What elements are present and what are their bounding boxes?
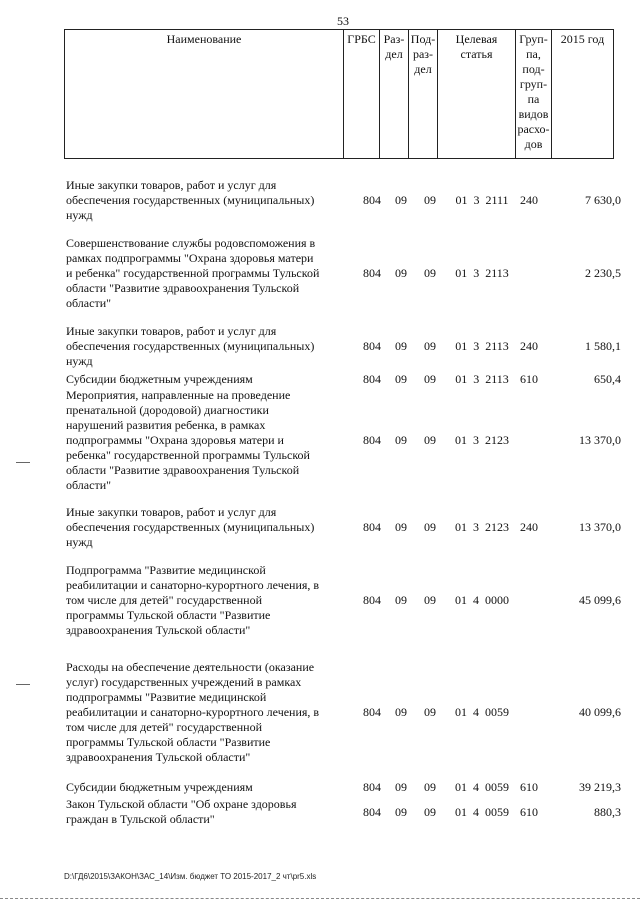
cell-name: Расходы на обеспечение деятельности (оказание услуг) государственных учреждений в рамках подпрограммы "Развитие медицинской реабилитации и санаторно-курортного лечения, в том числе для детей" государственной программы Тульской области "Развитие здравоохранения Тульской области" (66, 660, 320, 764)
cell-grbs: 804 (363, 780, 381, 794)
cell-podrazdel: 09 (424, 520, 436, 534)
cell-group: 610 (520, 780, 538, 794)
cell-name: Иные закупки товаров, работ и услуг для обеспечения государственных (муниципальных) нужд (66, 324, 315, 368)
cell-name: Иные закупки товаров, работ и услуг для обеспечения государственных (муниципальных) нужд (66, 505, 315, 549)
cell-podrazdel: 09 (424, 372, 436, 386)
cell-amount: 40 099,6 (579, 705, 621, 719)
cell-razdel: 09 (395, 339, 407, 353)
cell-grbs: 804 (363, 805, 381, 819)
file-path-footer: D:\ГД6\2015\ЗАКОН\ЗАС_14\Изм. бюджет ТО 2015-2017_2 чт\pr5.xls (64, 872, 317, 881)
cell-podrazdel: 09 (424, 193, 436, 207)
cell-grbs: 804 (363, 339, 381, 353)
cell-target: 01 3 2113 (455, 266, 509, 280)
cell-grbs: 804 (363, 705, 381, 719)
cell-name: Мероприятия, направленные на проведение пренатальной (дородовой) диагностики нарушений развития ребенка, в рамках подпрограммы "Охрана здоровья матери и ребенка" государственной программы Тульской области "Развитие здравоохранения Тульской области" (66, 388, 310, 492)
cell-group: 240 (520, 193, 538, 207)
cell-group: 240 (520, 520, 538, 534)
cell-amount: 2 230,5 (585, 266, 621, 280)
cell-grbs: 804 (363, 266, 381, 280)
cell-target: 01 4 0000 (455, 593, 509, 607)
cell-razdel: 09 (395, 266, 407, 280)
cell-podrazdel: 09 (424, 593, 436, 607)
cell-podrazdel: 09 (424, 805, 436, 819)
cell-target: 01 4 0059 (455, 705, 509, 719)
cell-amount: 13 370,0 (579, 520, 621, 534)
cell-amount: 45 099,6 (579, 593, 621, 607)
cell-group: 240 (520, 339, 538, 353)
header-grbs: ГРБС (344, 30, 380, 158)
cell-amount: 13 370,0 (579, 433, 621, 447)
cell-grbs: 804 (363, 372, 381, 386)
cell-target: 01 3 2123 (455, 433, 509, 447)
cell-group: 610 (520, 372, 538, 386)
header-podrazdel: Под- раз- дел (409, 30, 438, 158)
header-year: 2015 год (560, 32, 605, 46)
cell-group: 610 (520, 805, 538, 819)
bottom-dashed-line (0, 898, 640, 899)
header-target: Целевая статья (438, 30, 516, 158)
cell-amount: 1 580,1 (585, 339, 621, 353)
cell-razdel: 09 (395, 705, 407, 719)
cell-target: 01 3 2113 (455, 372, 509, 386)
cell-grbs: 804 (363, 593, 381, 607)
cell-amount: 39 219,3 (579, 780, 621, 794)
margin-mark (16, 684, 30, 685)
header-razdel: Раз- дел (380, 30, 409, 158)
cell-podrazdel: 09 (424, 266, 436, 280)
cell-podrazdel: 09 (424, 339, 436, 353)
header-group: Груп- па, под- груп- па видов расхо- дов (516, 30, 552, 158)
cell-amount: 7 630,0 (585, 193, 621, 207)
cell-grbs: 804 (363, 520, 381, 534)
cell-grbs: 804 (363, 433, 381, 447)
cell-razdel: 09 (395, 593, 407, 607)
cell-target: 01 4 0059 (455, 805, 509, 819)
cell-target: 01 4 0059 (455, 780, 509, 794)
cell-razdel: 09 (395, 520, 407, 534)
cell-razdel: 09 (395, 372, 407, 386)
cell-razdel: 09 (395, 193, 407, 207)
cell-razdel: 09 (395, 805, 407, 819)
cell-name: Субсидии бюджетным учреждениям (66, 780, 253, 794)
cell-target: 01 3 2111 (455, 193, 509, 207)
cell-name: Закон Тульской области "Об охране здоровья граждан в Тульской области" (66, 797, 297, 826)
cell-target: 01 3 2123 (455, 520, 509, 534)
cell-amount: 650,4 (594, 372, 621, 386)
page-number: 53 (337, 14, 349, 28)
cell-podrazdel: 09 (424, 780, 436, 794)
header-name: Наименование (65, 30, 344, 158)
cell-razdel: 09 (395, 780, 407, 794)
cell-podrazdel: 09 (424, 705, 436, 719)
cell-name: Иные закупки товаров, работ и услуг для обеспечения государственных (муниципальных) нужд (66, 178, 315, 222)
cell-podrazdel: 09 (424, 433, 436, 447)
cell-name: Совершенствование службы родовспоможения в рамках подпрограммы "Охрана здоровья матери и ребенка" государственной программы Тульской области "Развитие здравоохранения Тульской области" (66, 236, 320, 310)
cell-name: Субсидии бюджетным учреждениям (66, 372, 253, 386)
cell-grbs: 804 (363, 193, 381, 207)
cell-amount: 880,3 (594, 805, 621, 819)
cell-target: 01 3 2113 (455, 339, 509, 353)
table-header (64, 29, 614, 159)
cell-name: Подпрограмма "Развитие медицинской реабилитации и санаторно-курортного лечения, в том числе для детей" государственной программы Тульской области "Развитие здравоохранения Тульской области" (66, 563, 320, 637)
margin-mark (16, 462, 30, 463)
cell-razdel: 09 (395, 433, 407, 447)
